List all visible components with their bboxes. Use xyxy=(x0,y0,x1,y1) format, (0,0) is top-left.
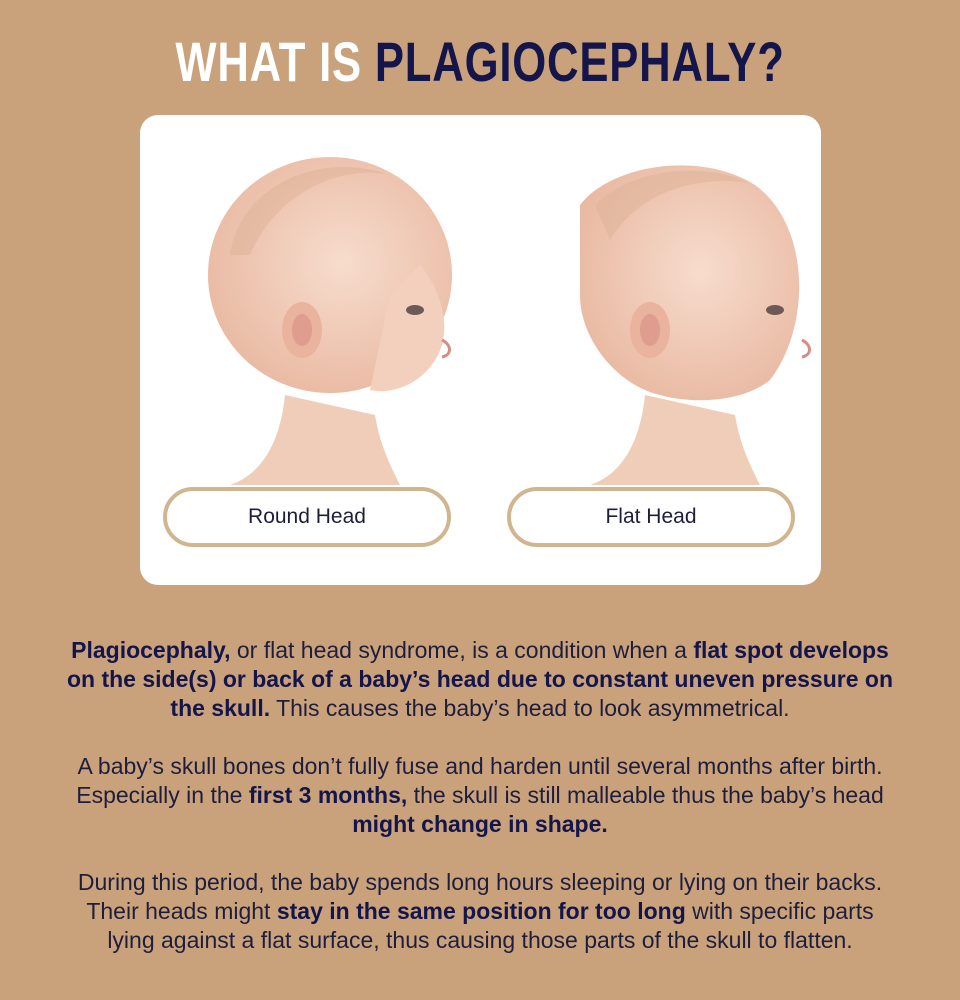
paragraph-3 xyxy=(60,868,900,955)
page-title xyxy=(106,28,855,96)
text-run: This causes the baby’s head to look asymmetrical. xyxy=(270,695,790,721)
flat-head-baby-image xyxy=(550,145,820,485)
round-head-label xyxy=(163,487,451,547)
round-head-label-text: Round Head xyxy=(248,505,366,528)
flat-head-label-text: Flat Head xyxy=(605,505,697,528)
text-run: stay in the same position for too long xyxy=(276,898,686,924)
flat-head-label xyxy=(507,487,795,547)
round-head-baby-image xyxy=(190,145,460,485)
text-run: A baby’s skull bones don’t fully fuse and harden until several months after birth. Especially in the xyxy=(76,753,883,808)
text-run: might change in shape. xyxy=(352,811,608,837)
text-run: During this period, the baby spends long hours sleeping or lying on their backs. Their heads might xyxy=(77,869,883,924)
text-run: or flat head syndrome, is a condition when a xyxy=(230,637,694,663)
paragraph-1 xyxy=(60,636,900,723)
text-run: first 3 months, xyxy=(248,782,408,808)
title-part-white: WHAT IS xyxy=(175,30,375,93)
text-run: with specific parts lying against a flat surface, thus causing those parts of the skull to flatten. xyxy=(107,898,874,953)
title-part-navy: PLAGIOCEPHALY? xyxy=(374,30,785,93)
text-run: the skull is still malleable thus the baby’s head xyxy=(407,782,884,808)
text-run: Plagiocephaly, xyxy=(71,637,231,663)
text-run: flat spot develops on the side(s) or back of a baby’s head due to constant uneven pressure on the skull. xyxy=(66,637,894,721)
paragraph-2 xyxy=(60,752,900,839)
description-text xyxy=(60,636,900,984)
comparison-card xyxy=(140,115,821,585)
